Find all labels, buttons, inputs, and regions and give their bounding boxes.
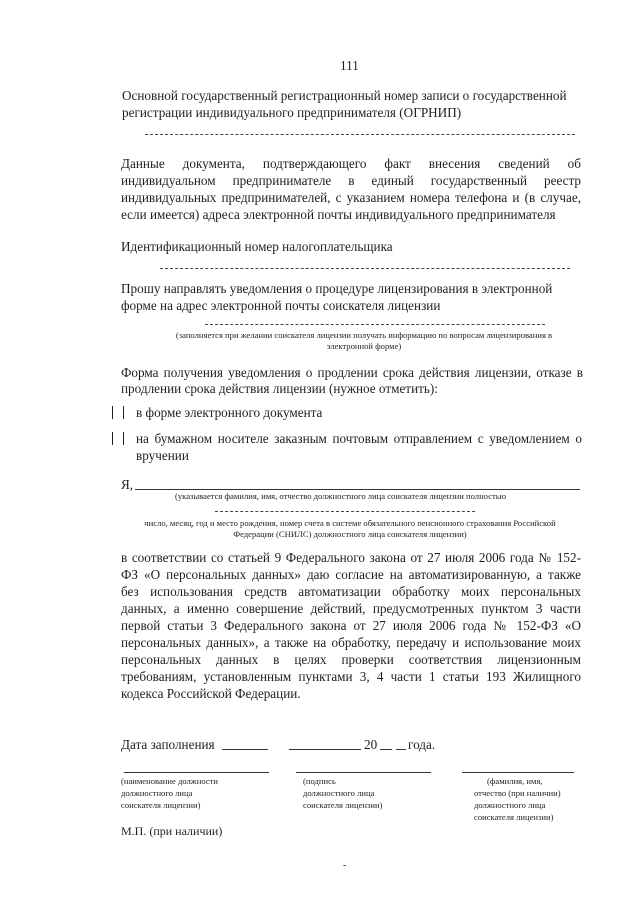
consent-text-line-5: первой статьи 3 Федерального закона от 27 июля 2006 года № 152-ФЗ «О (121, 618, 581, 633)
document-data-line-1: Данные документа, подтверждающего факт внесения сведений об (121, 156, 581, 171)
consent-text-line-6: персональных данных», а также на обработку, передачу и использование моих (121, 635, 581, 650)
option-electronic-checkbox[interactable] (112, 406, 124, 419)
document-data-line-3: индивидуальных предпринимателей, с указанием номера телефона и (в случае, (121, 190, 581, 205)
option-paper-checkbox[interactable] (112, 432, 124, 445)
option-paper-label-line-2: вручении (136, 448, 189, 463)
position-fill-line (124, 772, 269, 773)
email-request-note-line-1: (заполняется при желании соискателя лицензии получать информацию по вопросам лицензирования в (175, 330, 553, 340)
notification-form-line-1: Форма получения уведомления о продлении срока действия лицензии, отказе в (121, 365, 583, 380)
option-paper-label-line-1: на бумажном носителе заказным почтовым отправлением с уведомлением о (136, 431, 582, 446)
email-request-note-line-2: электронной форме) (326, 341, 402, 351)
consent-ya: Я, (121, 477, 134, 492)
inn-fill-line (160, 268, 570, 269)
inn-label: Идентификационный номер налогоплательщика (121, 239, 393, 254)
date-month-line (289, 749, 361, 750)
name-fill-line (462, 772, 574, 773)
date-day-line (222, 749, 268, 750)
consent-text-line-8: требованиям, установленным пунктами 3, 4 части 1 статьи 193 Жилищного (121, 669, 581, 684)
consent-birth-note-line-1: число, месяц, год и место рождения, номер счета в системе обязательного пенсионного страхования Российской (144, 518, 556, 528)
ogrnip-label-line-1: Основной государственный регистрационный номер записи о государственной (122, 88, 567, 103)
position-caption-2: должностного лица (121, 788, 193, 798)
document-data-line-2: индивидуальном предпринимателе в единый государственный реестр (121, 173, 581, 188)
stamp-label: М.П. (при наличии) (121, 824, 223, 838)
name-caption-3: должностного лица (474, 800, 546, 810)
ogrnip-fill-line (145, 134, 575, 135)
footer-mark: - (343, 860, 347, 871)
consent-birth-note-line-2: Федерации (СНИЛС) должностного лица соискателя лицензии) (233, 529, 467, 539)
position-caption-1: (наименование должности (121, 776, 219, 786)
email-request-line-1: Прошу направлять уведомления о процедуре лицензирования в электронной (121, 281, 553, 296)
consent-name-fill-line (135, 489, 580, 490)
email-request-line-2: форме на адрес электронной почты соискателя лицензии (121, 298, 441, 313)
date-year-line-2 (396, 749, 406, 750)
consent-birth-fill-line (215, 511, 475, 512)
consent-text-line-1: в соответствии со статьей 9 Федерального закона от 27 июля 2006 года № 152- (121, 550, 581, 565)
consent-text-line-7: персональных данных в целях проверки соответствия лицензионным (121, 652, 581, 667)
consent-name-note: (указывается фамилия, имя, отчество должностного лица соискателя лицензии полностью (175, 491, 507, 501)
signature-caption-1: (подпись (303, 776, 336, 786)
date-year-suffix: года. (408, 737, 436, 752)
signature-caption-3: соискателя лицензии) (303, 800, 383, 810)
name-caption-1: (фамилия, имя, (487, 776, 543, 786)
signature-fill-line (296, 772, 431, 773)
signature-caption-2: должностного лица (303, 788, 375, 798)
date-fill-label: Дата заполнения (121, 737, 215, 752)
document-data-line-4: если имеется) адреса электронной почты индивидуального предпринимателя (121, 207, 556, 222)
consent-text-line-4: данных, а именно совершение действий, предусмотренных пунктом 3 части (121, 601, 581, 616)
ogrnip-label-line-2: регистрации индивидуального предпринимателя (ОГРНИП) (122, 105, 462, 120)
name-caption-4: соискателя лицензии) (474, 812, 554, 822)
position-caption-3: соискателя лицензии) (121, 800, 201, 810)
option-electronic-label: в форме электронного документа (136, 405, 323, 420)
date-year-prefix: 20 (364, 737, 378, 752)
consent-text-line-9: кодекса Российской Федерации. (121, 686, 301, 701)
notification-form-line-2: продлении срока действия лицензии (нужное отметить): (121, 381, 438, 396)
date-year-line (380, 749, 392, 750)
consent-text-line-3: без использования средств автоматизации обработку моих персональных (121, 584, 581, 599)
email-fill-line (205, 324, 545, 325)
consent-text-line-2: ФЗ «О персональных данных» даю согласие на автоматизированную, а также (121, 567, 581, 582)
page-number: 111 (340, 58, 359, 73)
name-caption-2: отчество (при наличии) (474, 788, 561, 798)
